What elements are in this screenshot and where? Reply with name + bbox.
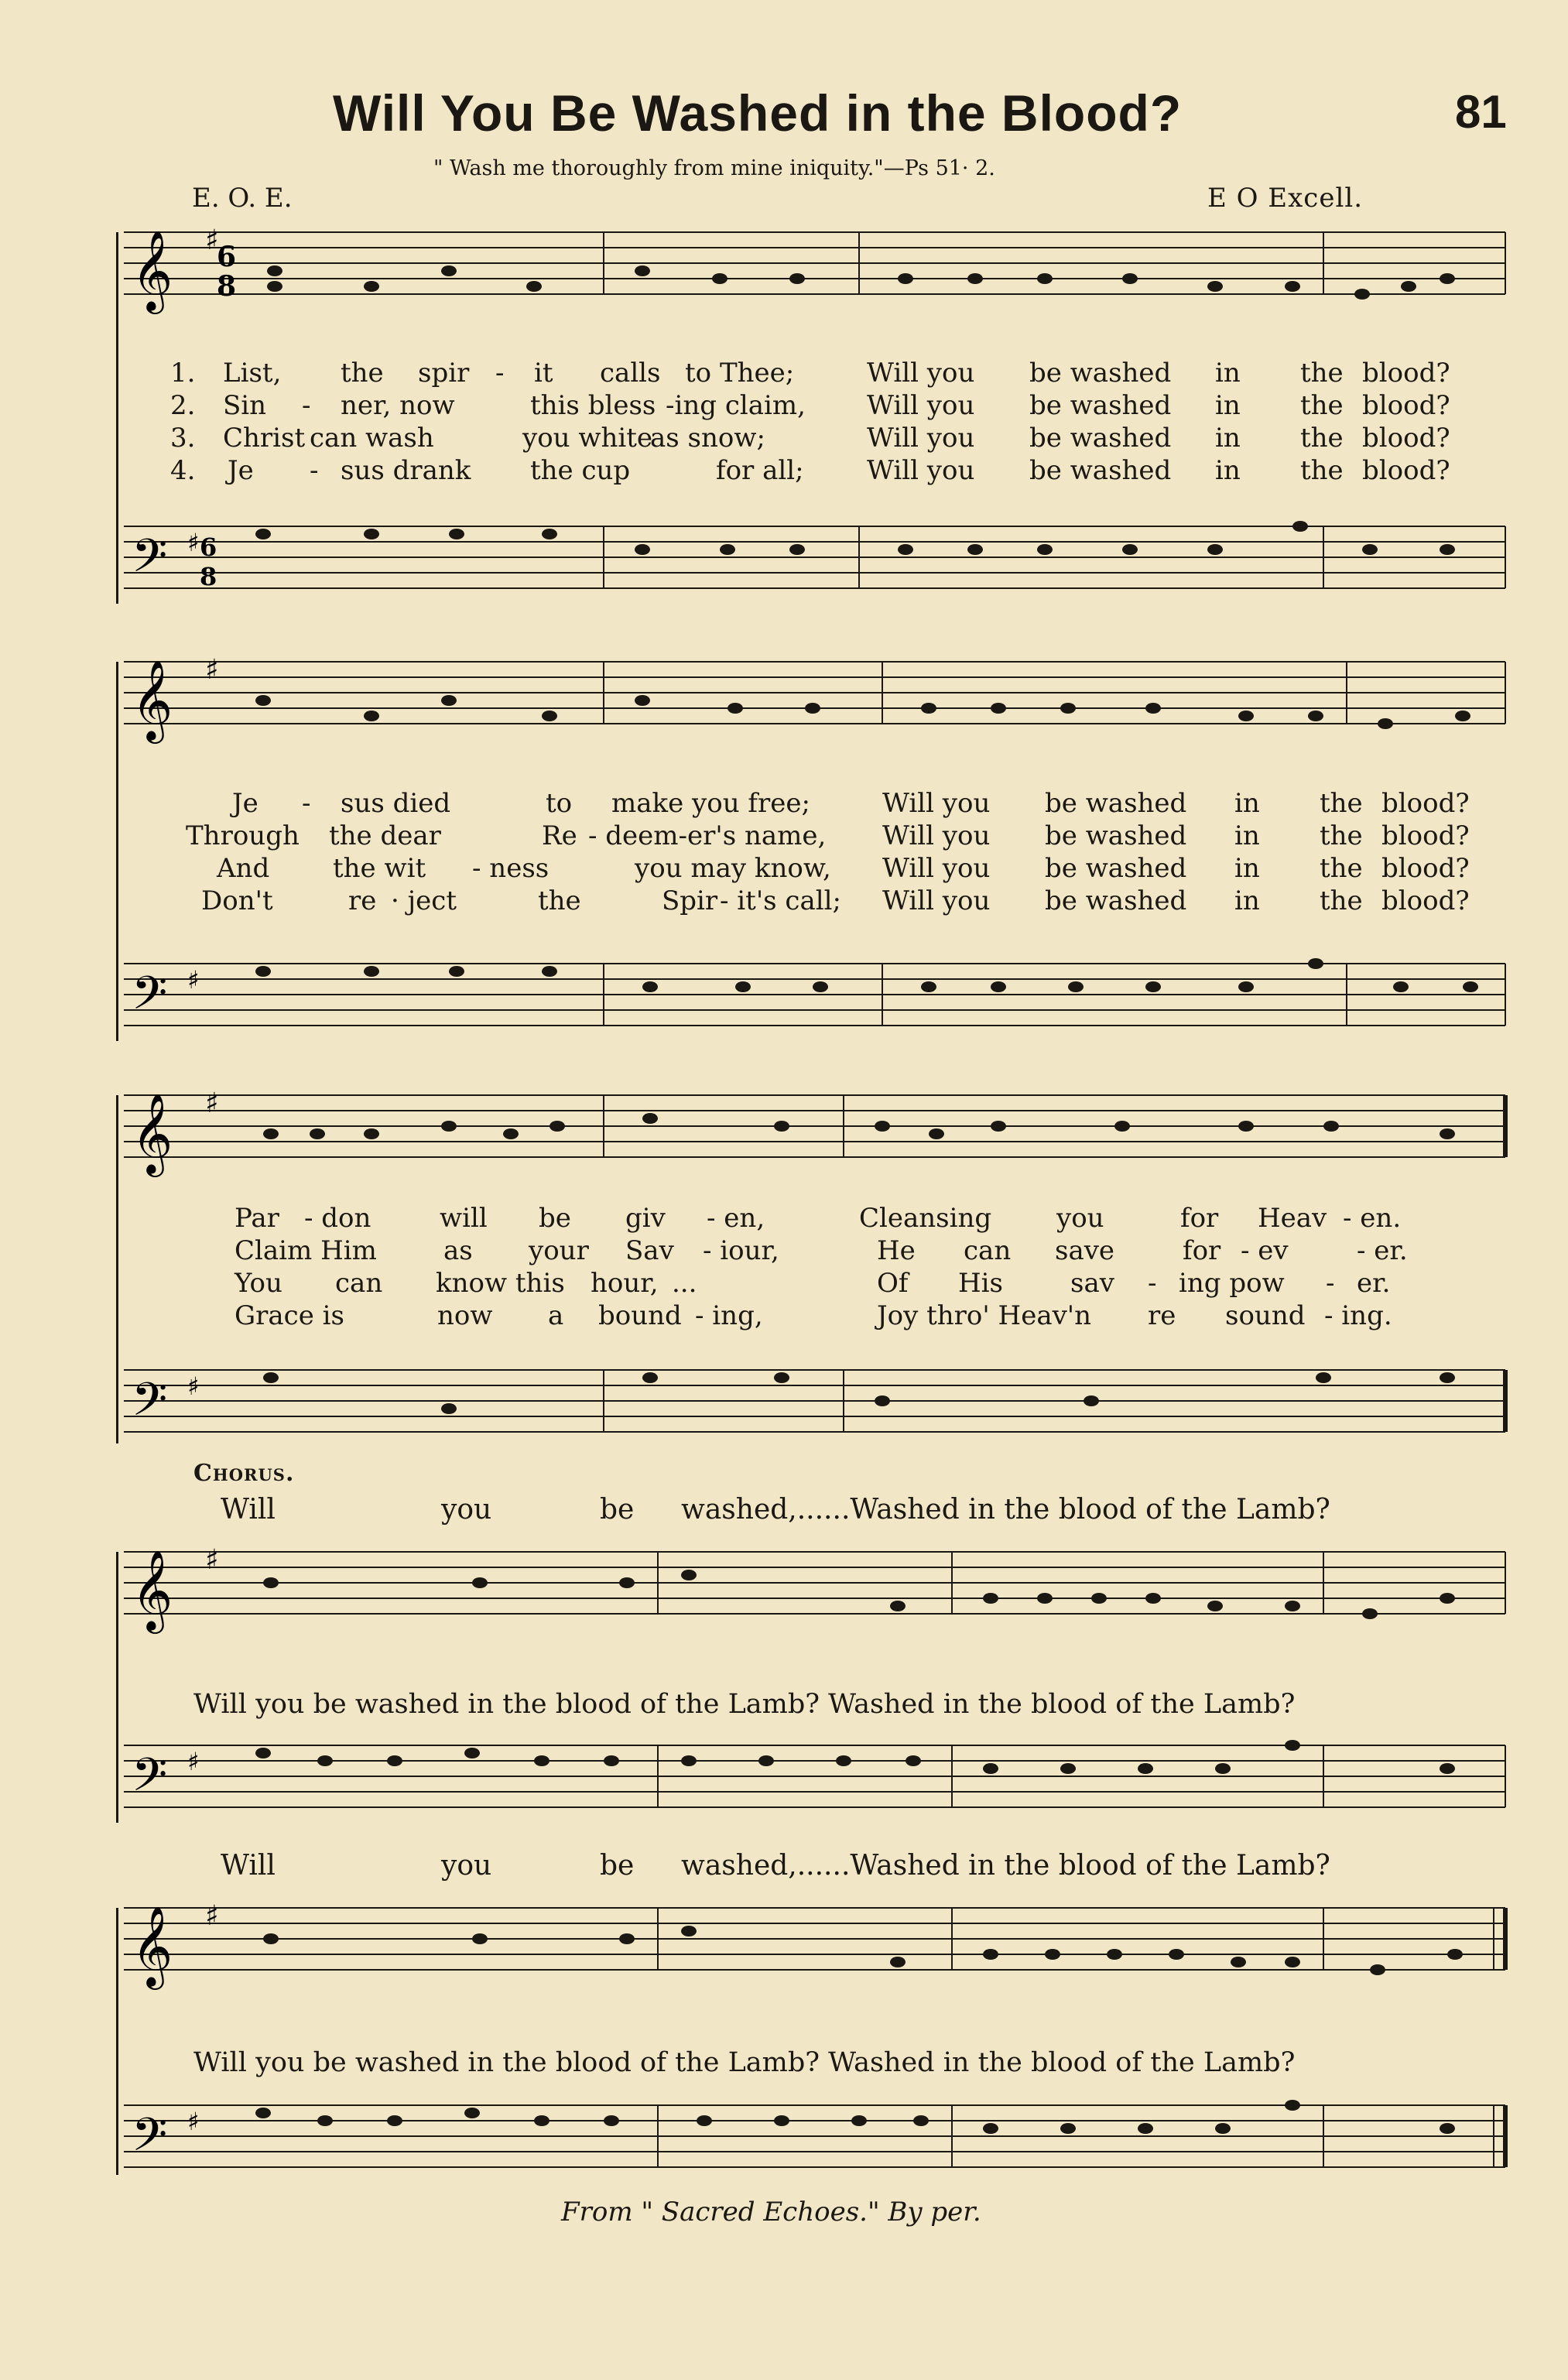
time-sig-bottom: 8: [217, 270, 237, 303]
treble-clef-icon: 𝄞: [132, 230, 173, 311]
time-sig-top: 6: [200, 533, 217, 562]
sharp-icon: ♯: [187, 1371, 200, 1401]
bass-staff: [124, 526, 1505, 588]
sharp-icon: ♯: [187, 1747, 200, 1776]
sharp-icon: ♯: [205, 654, 219, 686]
chorus-upper-lyrics-1: Will you be washed,......Washed in the blood of the Lamb?: [221, 1494, 1330, 1526]
bass-clef-icon: 𝄢: [132, 1748, 168, 1813]
bass-clef-icon: 𝄢: [132, 1372, 168, 1437]
music-system-5: [116, 1892, 1509, 2183]
treble-clef-icon: 𝄞: [132, 1093, 173, 1174]
chorus-upper-lyrics-2: Will you be washed,......Washed in the blood of the Lamb?: [221, 1850, 1330, 1882]
verse-lyrics-line-3: Par - don will be giv - en, Cleansing you for Heav - en. Claim Him as your Sav - iour, He can save for - ev - er. You can know this hour, ... Of His sav - ing pow - er. Grace is now a bound - ing, Joy thro' Heav'n re sound - ing.: [235, 1203, 1408, 1331]
sharp-icon: ♯: [187, 965, 200, 995]
sharp-icon: ♯: [205, 1544, 219, 1576]
verse-lyrics-line-1: 1. List, the spir - it calls to Thee; Will you be washed in the blood? 2. Sin - ner, now this bless -ing claim, Will you be washed in the blood? 3. Christ can wash you white as snow; Will you be washed in the blood? 4. Je - sus drank the cup for all; Will you be washed in the blood?: [170, 358, 1450, 486]
treble-clef-icon: 𝄞: [132, 1550, 173, 1631]
chorus-label: Chorus.: [193, 1460, 295, 1487]
sharp-icon: ♯: [187, 528, 200, 557]
bass-clef-icon: 𝄢: [132, 2108, 168, 2173]
bass-clef-icon: 𝄢: [132, 529, 168, 594]
music-system-4: [116, 1536, 1509, 1823]
chorus-lower-lyrics-2: Will you be washed in the blood of the Lamb? Washed in the blood of the Lamb?: [193, 2047, 1296, 2078]
sharp-icon: ♯: [205, 224, 219, 256]
source-credit: From " Sacred Echoes." By per.: [561, 2197, 981, 2228]
treble-clef-icon: 𝄞: [132, 659, 173, 741]
verse-lyrics-line-2: Je - sus died to make you free; Will you be washed in the blood? Through the dear Re - deem-er's name, Will you be washed in the blood? And the wit - ness you may know, Will you be washed in the blood? Don't re · ject the Spir - it's call; Will you be washed in the blood?: [186, 788, 1470, 916]
lyricist-credit: E. O. E.: [192, 183, 293, 214]
chorus-lower-lyrics-1: Will you be washed in the blood of the Lamb? Washed in the blood of the Lamb?: [193, 1689, 1296, 1720]
sharp-icon: ♯: [205, 1900, 219, 1932]
bass-clef-icon: 𝄢: [132, 966, 168, 1031]
time-sig-top: 6: [217, 241, 237, 273]
sharp-icon: ♯: [187, 2107, 200, 2136]
page-number: 81: [1455, 86, 1507, 138]
composer-credit: E O Excell.: [1207, 183, 1364, 214]
time-sig-bottom: 8: [200, 562, 217, 591]
treble-clef-icon: 𝄞: [132, 1906, 173, 1987]
sharp-icon: ♯: [205, 1087, 219, 1119]
scripture-epigraph: " Wash me thoroughly from mine iniquity."—Ps 51· 2.: [433, 156, 995, 180]
hymn-title: Will You Be Washed in the Blood?: [333, 84, 1183, 142]
